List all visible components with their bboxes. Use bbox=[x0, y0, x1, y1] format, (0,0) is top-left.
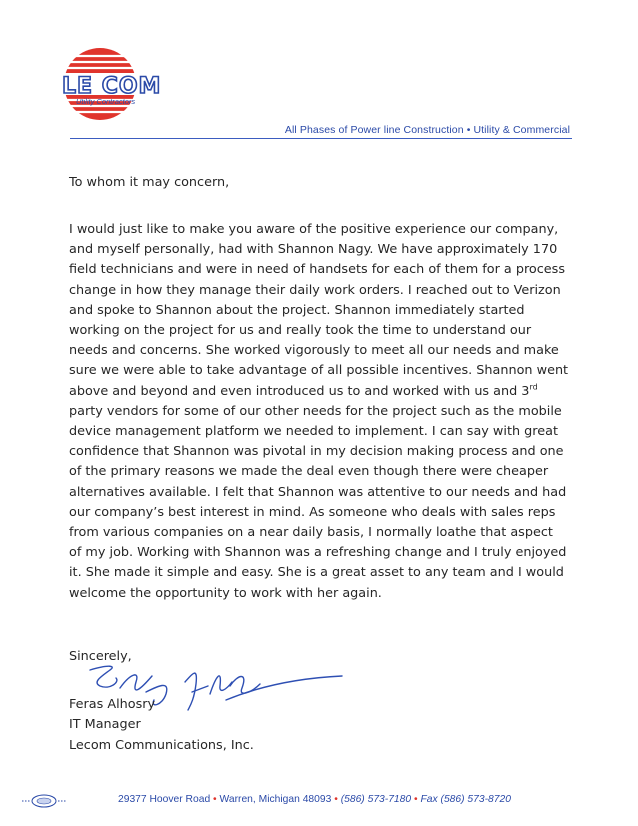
footer-contact bbox=[118, 794, 511, 805]
signer-name: Feras Alhosry bbox=[69, 697, 156, 712]
footer-address: 29377 Hoover Road bbox=[118, 794, 211, 805]
closing: Sincerely, bbox=[69, 649, 132, 664]
footer-fax: Fax (586) 573-8720 bbox=[420, 794, 511, 805]
letter-body bbox=[69, 220, 569, 604]
footer-city: Warren, Michigan 48093 bbox=[219, 794, 332, 805]
svg-text:Utility Contractors: Utility Contractors bbox=[76, 97, 136, 106]
salutation: To whom it may concern, bbox=[69, 175, 230, 190]
signer-title: IT Manager bbox=[69, 717, 141, 732]
footer-separator: • bbox=[213, 794, 217, 805]
svg-text:LE COM: LE COM bbox=[62, 74, 162, 99]
body-text-1: I would just like to make you aware of the positive experience our company, and myself personally, had with Shannon Nagy. We have approximately 170 field technicians and were in need of handsets for each of them for a process change in how they manage their daily work orders. I reached out to Verizon and spoke to Shannon about the project. Shannon immediately started working on the project for us and really took the time to understand our needs and concerns. She worked vigorously to meet all our needs and make sure we were able to take advantage of all possible incentives. Shannon went above and beyond and even introduced us to and worked with us and 3 bbox=[69, 222, 569, 399]
letterhead-divider bbox=[70, 138, 572, 139]
letterhead-tagline: All Phases of Power line Construction • Utility & Commercial bbox=[284, 124, 570, 136]
union-label-icon bbox=[20, 793, 68, 809]
ordinal-suffix: rd bbox=[529, 382, 538, 392]
footer-separator: • bbox=[334, 794, 338, 805]
lecom-logo bbox=[58, 40, 178, 135]
signer-company: Lecom Communications, Inc. bbox=[69, 738, 254, 753]
body-text-2: party vendors for some of our other needs for the project such as the mobile device management platform we needed to implement. I can say with great confidence that Shannon was pivotal in my decision making process and one of the primary reasons we made the deal even though there were cheaper alternatives available. I felt that Shannon was attentive to our needs and had our company’s best interest in mind. As someone who deals with sales reps from various companies on a near daily basis, I normally loathe that aspect of my job. Working with Shannon was a refreshing change and I truly enjoyed it. She made it simple and easy. She is a great asset to any team and I would welcome the opportunity to work with her again. bbox=[69, 403, 567, 601]
footer-phone: (586) 573-7180 bbox=[340, 794, 412, 805]
footer-separator: • bbox=[414, 794, 418, 805]
